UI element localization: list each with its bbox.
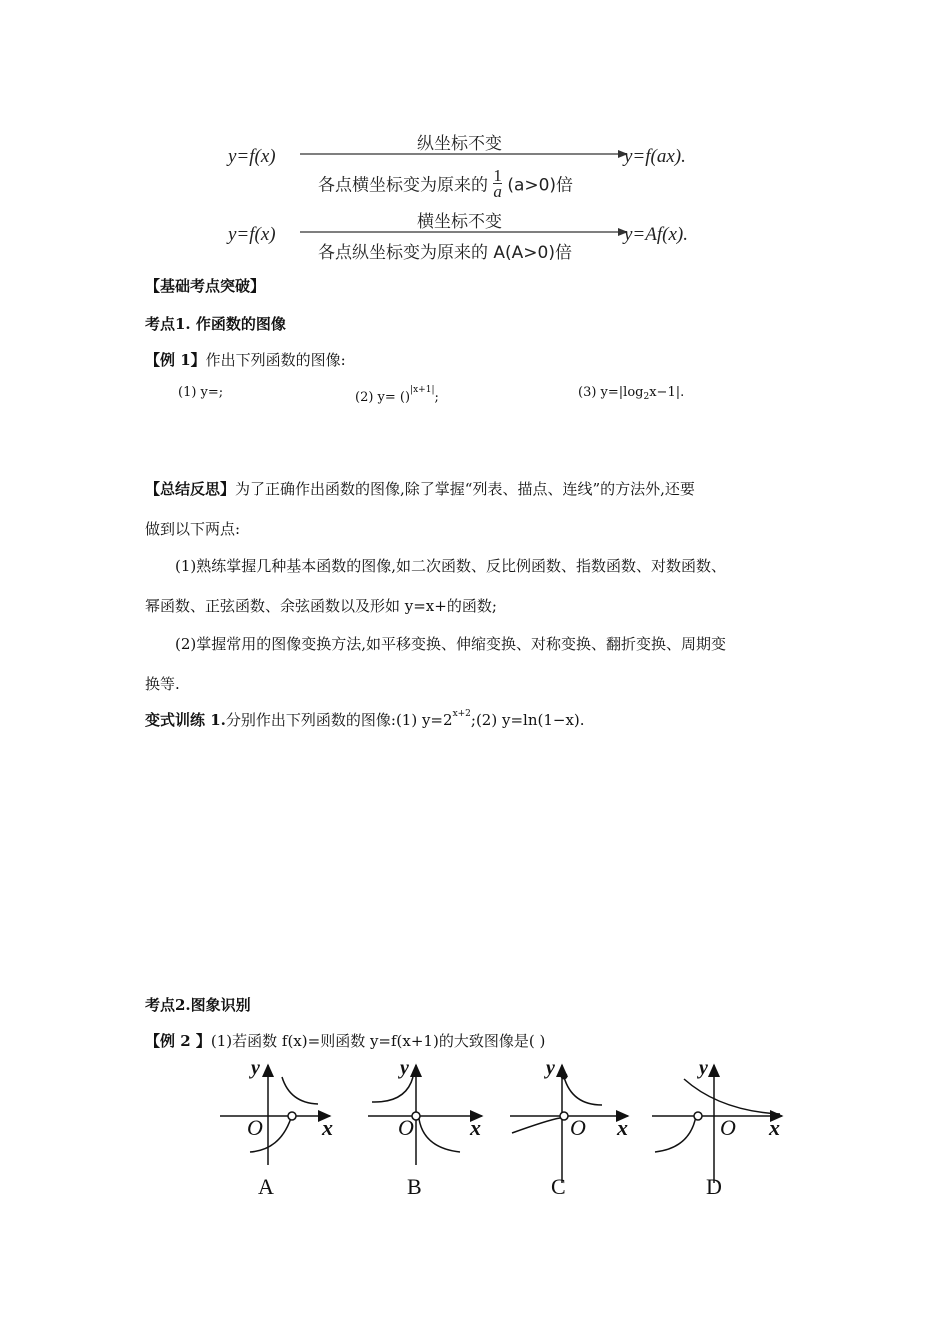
graph-a-x-label: x xyxy=(322,1115,333,1140)
graph-a-y-label: y xyxy=(251,1057,260,1079)
drill1-line: 变式训练 1.分别作出下列函数的图像:(1) $y=2^{x+2};(2)$ y=ln(1−x). xyxy=(145,709,585,729)
graph-d-origin: O xyxy=(720,1115,736,1140)
example1-text: 作出下列函数的图像: xyxy=(205,351,346,369)
graph-a-origin: O xyxy=(247,1115,263,1140)
transform2-bottom: 各点纵坐标变为原来的 A(A>0)倍 xyxy=(318,243,572,263)
transform2-arrow xyxy=(300,226,630,238)
drill1-tag: 变式训练 1. xyxy=(145,711,226,729)
transform1-left: y=f(x) xyxy=(228,146,276,167)
example1-tag: 【例 1】 xyxy=(145,351,206,369)
example1-part3: (3) $y=|\log_2x-1|$. xyxy=(578,385,685,402)
example2-line: 【例 2 】(1)若函数 f(x)=则函数 y=f(x+1)的大致图像是( ) xyxy=(145,1032,546,1050)
graph-b-origin: O xyxy=(398,1115,414,1140)
point2-heading: 考点2.图象识别 xyxy=(145,996,251,1014)
transform1-bottom: 各点横坐标变为原来的 $\frac{1}{a}$ (a>0)倍 xyxy=(318,166,574,201)
summary-line-5: (2)掌握常用的图像变换方法,如平移变换、伸缩变换、对称变换、翻折变换、周期变 xyxy=(175,635,727,653)
summary-tag: 【总结反思】 xyxy=(145,480,236,498)
graph-c-origin: O xyxy=(570,1115,586,1140)
graph-c-x-label: x xyxy=(617,1115,628,1140)
example1-part2: (2) y= ()$^{|x+1|}$; xyxy=(355,385,439,405)
summary-line-1: 【总结反思】为了正确作出函数的图像,除了掌握“列表、描点、连线”的方法外,还要 xyxy=(145,480,695,498)
example1-line xyxy=(145,349,346,370)
graph-b[interactable] xyxy=(368,1065,482,1165)
summary-line-6: 换等. xyxy=(145,675,180,693)
transform2-right: y=Af(x). xyxy=(624,224,688,245)
transform1-right: y=f(ax). xyxy=(624,146,686,167)
example2-tag: 【例 2 】 xyxy=(145,1032,211,1050)
example1-part1: (1) y=; xyxy=(178,385,224,400)
transform1-arrow xyxy=(300,148,630,160)
graph-c-option-label: C xyxy=(551,1174,566,1199)
graph-d-x-label: x xyxy=(769,1115,780,1140)
point1-heading: 考点1. 作函数的图像 xyxy=(145,315,286,333)
graph-b-option-label: B xyxy=(407,1174,422,1199)
graph-b-y-label: y xyxy=(400,1057,409,1079)
graph-c-y-label: y xyxy=(546,1057,555,1079)
transform1-top: 纵坐标不变 xyxy=(417,134,502,154)
summary-line-3: (1)熟练掌握几种基本函数的图像,如二次函数、反比例函数、指数函数、对数函数、 xyxy=(175,557,727,575)
summary-line-4: 幂函数、正弦函数、余弦函数以及形如 y=x+的函数; xyxy=(145,597,497,615)
graph-c[interactable] xyxy=(510,1065,628,1183)
graph-d-option-label: D xyxy=(706,1174,722,1199)
graph-d-y-label: y xyxy=(699,1057,708,1079)
graph-b-x-label: x xyxy=(470,1115,481,1140)
summary-line-2: 做到以下两点: xyxy=(145,520,241,538)
transform2-top: 横坐标不变 xyxy=(417,212,502,232)
graph-a-option-label: A xyxy=(258,1174,274,1199)
graph-a[interactable] xyxy=(220,1065,330,1165)
section-heading: 【基础考点突破】 xyxy=(145,277,266,295)
transform2-left: y=f(x) xyxy=(228,224,276,245)
graph-d[interactable] xyxy=(652,1065,782,1183)
